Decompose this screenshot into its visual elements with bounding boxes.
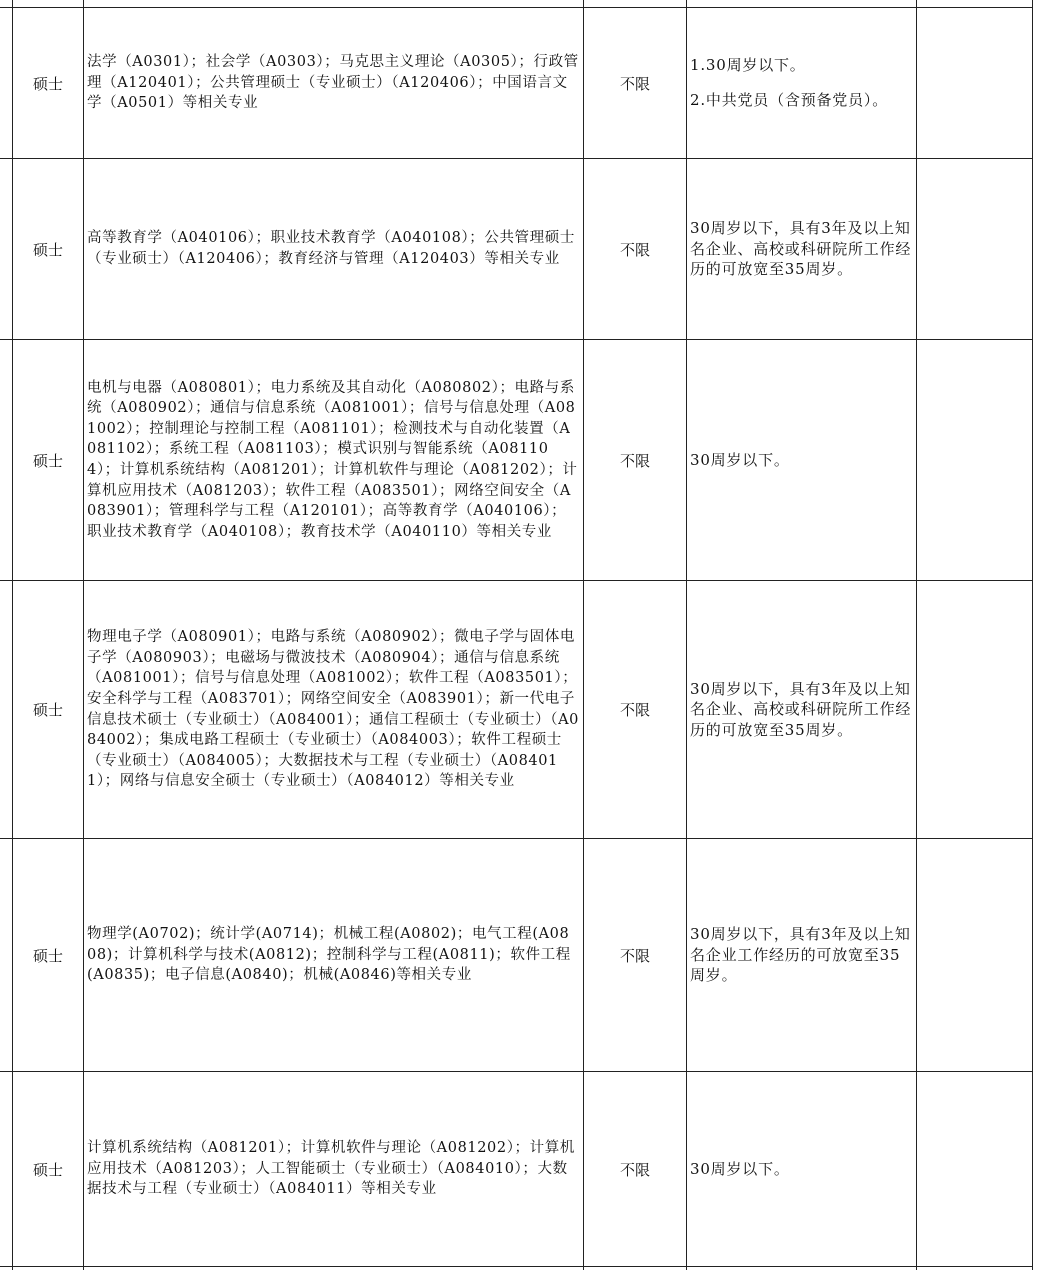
remarks-cell: [917, 1072, 1032, 1266]
cut-off-cell: [0, 159, 12, 339]
table-row: [0, 340, 1040, 580]
major-cell: [84, 581, 583, 838]
remarks-cell: [917, 340, 1032, 580]
political-status-cell: 不限: [619, 946, 650, 965]
remarks-cell: [917, 839, 1032, 1071]
degree-cell: 硕士: [32, 946, 63, 965]
column-divider: [916, 0, 917, 1270]
table-row: [0, 839, 1040, 1071]
remarks-cell: [917, 159, 1032, 339]
note-line: 30周岁以下。: [690, 450, 790, 469]
cut-off-cell: [0, 839, 12, 1071]
cut-off-cell: [0, 8, 12, 158]
note-line: 30周岁以下，具有3年及以上知名企业、高校或科研院所工作经历的可放宽至35周岁。: [690, 219, 912, 279]
major-cell: [84, 159, 583, 339]
column-divider: [1032, 0, 1033, 1270]
cut-off-cell: [0, 340, 12, 580]
major-text: 电机与电器（A080801）；电力系统及其自动化（A080802）；电路与系统（A080902）；通信与信息系统（A081001）；信号与信息处理（A081002）；控制理论与控制工程（A081101）；检测技术与自动化装置（A081102）；系统工程（A081103）；模式识别与智能系统（A081104）；计算机系统结构（A081201）；计算机软件与理论（A081202）；计算机应用技术（A081203）；软件工程（A083501）；网络空间安全（A083901）；管理科学与工程（A120101）；高等教育学（A040106）；职业技术教育学（A040108）；教育技术学（A040110）等相关专业: [87, 379, 578, 540]
table-row: [0, 159, 1040, 339]
row-divider: [0, 7, 1033, 8]
notes-cell: [687, 340, 916, 580]
column-divider: [686, 0, 687, 1270]
row-divider: [0, 580, 1033, 581]
note-line: 30周岁以下。: [690, 1159, 790, 1178]
degree-cell: 硕士: [32, 1160, 63, 1179]
major-cell: [84, 8, 583, 158]
notes-cell: [687, 839, 916, 1071]
row-divider: [0, 1071, 1033, 1072]
major-cell: [84, 839, 583, 1071]
political-status-cell: 不限: [619, 74, 650, 93]
cut-off-cell: [0, 581, 12, 838]
row-divider: [0, 339, 1033, 340]
major-text: 物理电子学（A080901）；电路与系统（A080902）；微电子学与固体电子学（A080903）；电磁场与微波技术（A080904）；通信与信息系统（A081001）；信号与信息处理（A081002）；软件工程（A083501）；安全科学与工程（A083701）；网络空间安全（A083901）；新一代电子信息技术硕士（专业硕士）（A084001）；通信工程硕士（专业硕士）（A084002）；集成电路工程硕士（专业硕士）（A084003）；软件工程硕士（专业硕士）（A084005）；大数据技术与工程（专业硕士）（A084011）；网络与信息安全硕士（专业硕士）（A084012）等相关专业: [87, 629, 579, 790]
table-row: [0, 581, 1040, 838]
major-cell: [84, 1072, 583, 1266]
degree-cell: 硕士: [32, 74, 63, 93]
political-status-cell: 不限: [619, 701, 650, 719]
major-cell: [84, 340, 583, 580]
notes-cell: [687, 581, 916, 838]
row-divider: [0, 158, 1033, 159]
degree-cell: 硕士: [32, 240, 63, 259]
note-line: 2.中共党员（含预备党员）。: [690, 91, 889, 109]
column-divider: [12, 0, 13, 1270]
table-row: [0, 8, 1040, 158]
degree-cell: 硕士: [32, 451, 63, 470]
note-line: 30周岁以下，具有3年及以上知名企业工作经历的可放宽至35周岁。: [690, 925, 911, 985]
major-text: 物理学(A0702)；统计学(A0714)；机械工程(A0802)；电气工程(A0808)；计算机科学与技术(A0812)；控制科学与工程(A0811)；软件工程(A0835)；电子信息(A0840)；机械(A0846)等相关专业: [87, 926, 571, 984]
remarks-cell: [917, 8, 1032, 158]
notes-cell: [687, 1072, 916, 1266]
notes-cell: [687, 159, 916, 339]
notes-cell: [687, 8, 916, 158]
row-divider: [0, 1266, 1033, 1267]
note-line: 30周岁以下，具有3年及以上知名企业、高校或科研院所工作经历的可放宽至35周岁。: [690, 679, 912, 739]
major-text: 法学（A0301）；社会学（A0303）；马克思主义理论（A0305）；行政管理（A120401）；公共管理硕士（专业硕士）（A120406）；中国语言文学（A0501）等相关专业: [87, 54, 579, 112]
column-divider: [583, 0, 584, 1270]
column-divider: [83, 0, 84, 1270]
note-line: 1.30周岁以下。: [690, 56, 806, 75]
political-status-cell: 不限: [619, 451, 650, 470]
remarks-cell: [917, 581, 1032, 838]
political-status-cell: 不限: [619, 1160, 650, 1179]
major-text: 高等教育学（A040106）；职业技术教育学（A040108）；公共管理硕士（专业硕士）（A120406）；教育经济与管理（A120403）等相关专业: [87, 230, 575, 267]
major-text: 计算机系统结构（A081201）；计算机软件与理论（A081202）；计算机应用技术（A081203）；人工智能硕士（专业硕士）（A084010）；大数据技术与工程（专业硕士）（A084011）等相关专业: [87, 1140, 575, 1198]
table-row: [0, 1072, 1040, 1266]
row-divider: [0, 838, 1033, 839]
cut-off-cell: [0, 1072, 12, 1266]
political-status-cell: 不限: [619, 240, 650, 259]
degree-cell: 硕士: [32, 701, 63, 719]
